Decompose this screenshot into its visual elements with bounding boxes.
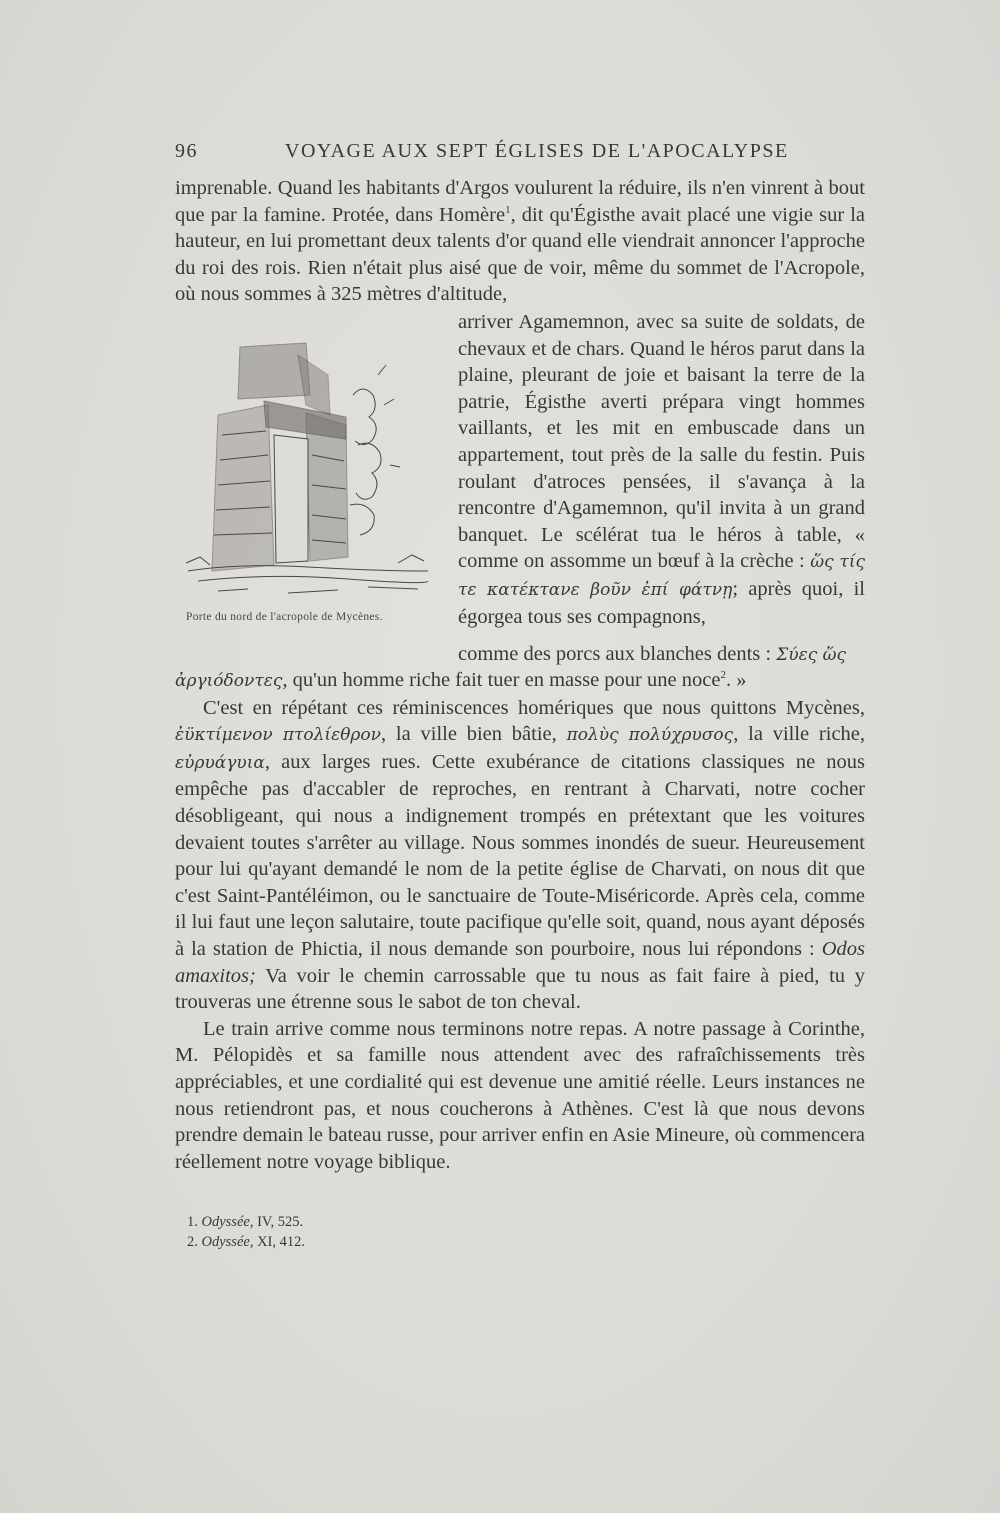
paragraph-wrap-last-line: comme des porcs aux blanches dents : Σύες ὥς xyxy=(458,643,847,665)
paragraph-opening: imprenable. Quand les habitants d'Argos voulurent la réduire, ils n'en vinrent à bout que par la famine. Protée, dans Homère$^1$, dit qu'Égisthe avait placé une vigie sur la hauteur, en lui promettant deux talents d'or quand elle viendrait annoncer l'approche du roi des rois. Rien n'était plus aisé que de voir, même du sommet de l'Acropole, où nous sommes à 325 mètres d'altitude, xyxy=(175,177,865,306)
footnote-ref-1[interactable]: 1 xyxy=(505,203,511,216)
paragraph-wrap-around-figure: arriver Agamemnon, avec sa suite de soldats, de chevaux et de chars. Quand le héros parut dans la plaine, pleurant de joie et baisant la terre de la patrie, Égisthe averti prépara vingt hommes vaillants, et les mit en embuscade dans un appartement, tout près de la salle du festin. Puis roulant d'atroces pensées, il s'avança à la rencontre d'Agamemnon, qu'il invita à un grand banquet. Le scélérat tua le héros à table, « comme on assomme un bœuf à la crèche : ὥς τίς τε κατέκτανε βοῦν ἐπί φάτνῃ; après quoi, il égorgea tous ses compagnons, xyxy=(458,311,866,628)
gate-engraving xyxy=(178,335,438,607)
greek-quote: ὥς τίς τε κατέκτανε βοῦν ἐπί φάτνῃ xyxy=(458,552,866,600)
main-text-continuation: ἀργιόδοντες, qu'un homme riche fait tuer en masse pour une noce$^2$. » C'est en répétant ces réminiscences homériques que nous quittons Mycènes, ἐϋκτίμενον πτολίεθρον, la ville bien bâtie, πολὺς πολύχρυσος, la ville riche, εὐρυάγυια, aux larges rues. Cette exubérance de citations classiques ne nous empêche pas d'accabler de reproches, en rentrant à Charvati, notre cocher désobligeant, qui nous a indignement trompés en prétextant que les voitures devaient toutes s'arrêter au village. Nous sommes inondés de sueur. Heureusement pour lui qu'ayant demandé le nom de la petite église de Charvati, on nous dit que c'est Saint-Pantéléimon, ou le sanctuaire de Toute-Miséricorde. Après cela, comme il lui faut une leçon salutaire, toute pacifique qu'elle soit, quand, nous ayant déposés à la station de Phictia, il nous demande son pourboire, nous lui répondons : Odos amaxitos; Va voir le chemin carrossable que tu nous as fait faire à pied, tu y trouveras une étrenne sous le sabot de ton cheval. Le train arrive comme nous terminons notre repas. A notre passage à Corinthe, M. Pélopidès et sa famille nous attendent avec des rafraîchissements très appréciables, et une cordialité qui est devenue une amitié réelle. Leurs instances ne nous retiendront pas, et nous coucherons à Athènes. C'est là que nous devons prendre demain le bateau russe, pour arriver enfin en Asie Mineure, où commencera réellement notre voyage biblique. xyxy=(175,667,865,1175)
footnote-1: 1. Odyssée, IV, 525. xyxy=(187,1214,304,1230)
page-number: 96 xyxy=(175,140,198,162)
footnote-2: 2. Odyssée, XI, 412. xyxy=(187,1234,306,1250)
footnote-ref-2[interactable]: 2 xyxy=(720,669,726,682)
footnotes xyxy=(187,1212,587,1252)
figure-caption: Porte du nord de l'acropole de Mycènes. xyxy=(186,611,383,623)
running-title: VOYAGE AUX SEPT ÉGLISES DE L'APOCALYPSE xyxy=(285,140,789,162)
paragraph-mycenes: C'est en répétant ces réminiscences homériques que nous quittons Mycènes, ἐϋκτίμενον πτολίεθρον, la ville bien bâtie, πολὺς πολύχρυσος, la ville riche, εὐρυάγυια, aux larges rues. Cette exubérance de citations classiques ne nous empêche pas d'accabler de reproches, en rentrant à Charvati, notre cocher désobligeant, qui nous a indignement trompés en prétextant que les voitures devaient toutes s'arrêter au village. Nous sommes inondés de sueur. Heureusement pour lui qu'ayant demandé le nom de la petite église de Charvati, on nous dit que c'est Saint-Pantéléimon, ou le sanctuaire de Toute-Miséricorde. Après cela, comme il lui faut une leçon salutaire, toute pacifique qu'elle soit, quand, nous ayant déposés à la station de Phictia, il nous demande son pourboire, nous lui répondons : Odos amaxitos; Va voir le chemin carrossable que tu nous as fait faire à pied, tu y trouveras une étrenne sous le sabot de ton cheval. xyxy=(175,696,866,1014)
running-head xyxy=(175,140,865,170)
illustration-gate-of-mycenae xyxy=(178,335,438,607)
paragraph-corinthe: Le train arrive comme nous terminons notre repas. A notre passage à Corinthe, M. Pélopidès et sa famille nous attendent avec des rafraîchissements très appréciables, et une cordialité qui est devenue une amitié réelle. Leurs instances ne nous retiendront pas, et nous coucherons à Athènes. C'est là que nous devons prendre demain le bateau russe, pour arriver enfin en Asie Mineure, où commencera réellement notre voyage biblique. xyxy=(175,1017,865,1173)
